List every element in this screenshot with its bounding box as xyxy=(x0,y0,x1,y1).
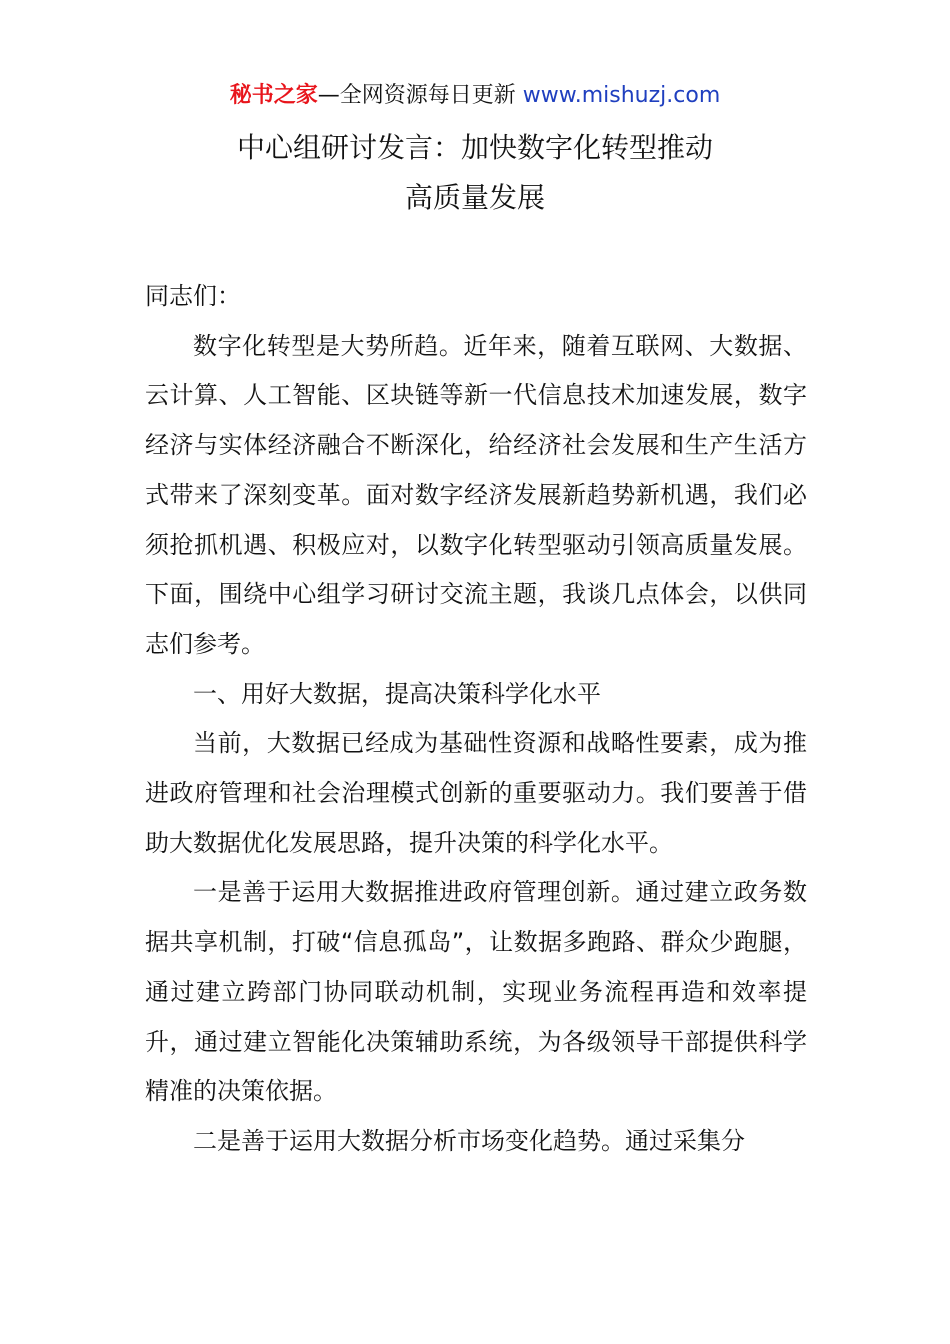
document-title-line-2: 高质量发展 xyxy=(404,181,545,214)
paragraph-section-1-intro: 当前，大数据已经成为基础性资源和战略性要素，成为推进政府管理和社会治理模式创新的重要驱动力。我们要善于借助大数据优化发展思路，提升决策的科学化水平。 xyxy=(145,729,807,857)
section-heading-1: 一、用好大数据，提高决策科学化水平 xyxy=(193,679,601,708)
site-brand: 秘书之家 xyxy=(229,83,318,108)
paragraph-point-1: 一是善于运用大数据推进政府管理创新。通过建立政务数据共享机制，打破“信息孤岛”，让数据多跑路、群众少跑腿，通过建立跨部门协同联动机制，实现业务流程再造和效率提升，通过建立智能化决策辅助系统，为各级领导干部提供科学精准的决策依据。 xyxy=(145,878,807,1106)
salutation: 同志们： xyxy=(145,282,241,310)
document-body xyxy=(145,272,807,1167)
site-tagline: —全网资源每日更新 xyxy=(317,83,523,108)
paragraph-point-2: 二是善于运用大数据分析市场变化趋势。通过采集分 xyxy=(193,1126,745,1155)
document-title-line-1: 中心组研讨发言：加快数字化转型推动 xyxy=(236,131,713,164)
paragraph-intro: 数字化转型是大势所趋。近年来，随着互联网、大数据、云计算、人工智能、区块链等新一代信息技术加速发展，数字经济与实体经济融合不断深化，给经济社会发展和生产生活方式带来了深刻变革。面对数字经济发展新趋势新机遇，我们必须抢抓机遇、积极应对，以数字化转型驱动引领高质量发展。下面，围绕中心组学习研讨交流主题，我谈几点体会，以供同志们参考。 xyxy=(145,331,807,658)
site-banner xyxy=(0,80,950,112)
site-url-link[interactable]: www.mishuzj.com xyxy=(522,83,721,108)
